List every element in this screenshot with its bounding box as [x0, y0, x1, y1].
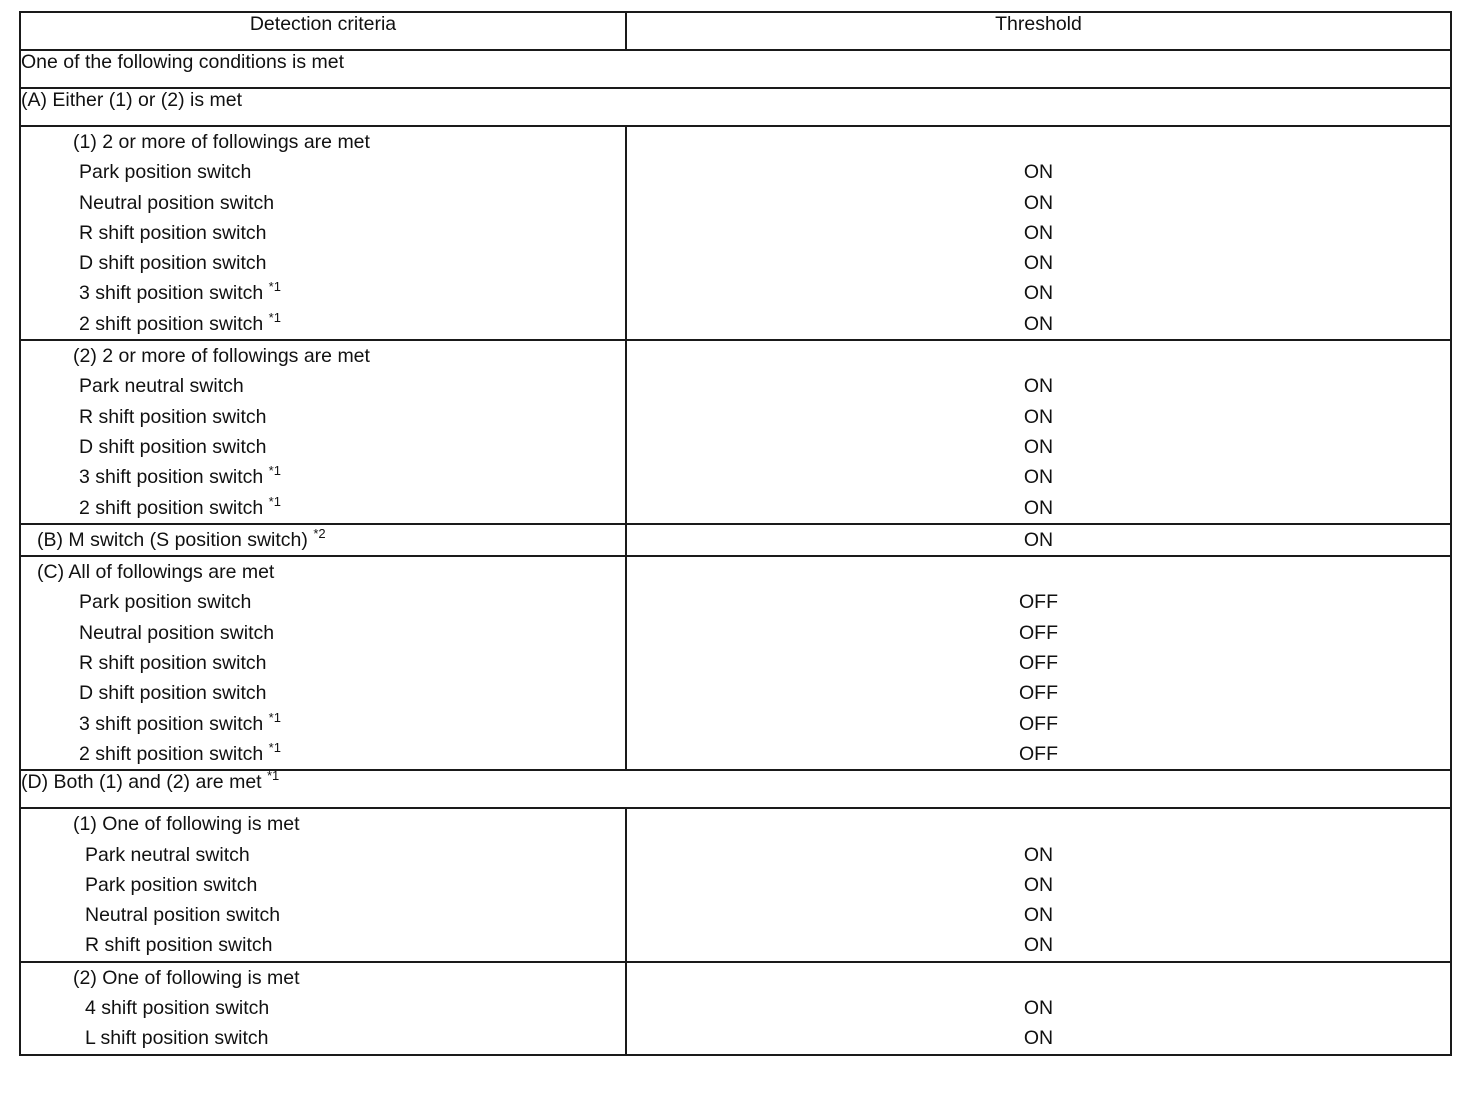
criteria-label: R shift position switch [85, 934, 273, 957]
criteria-item [21, 1023, 625, 1053]
criteria-item [21, 678, 625, 708]
threshold-value: OFF [1019, 682, 1058, 705]
group-d-sub1-block [20, 808, 1451, 961]
intro-row [20, 50, 1451, 88]
criteria-label: 3 shift position switch [79, 466, 269, 489]
criteria-item [21, 278, 625, 308]
criteria-label: Park neutral switch [85, 843, 250, 866]
group-b-label: (B) M switch (S position switch) [37, 528, 314, 551]
criteria-item [21, 900, 625, 930]
footnote-mark: *1 [268, 709, 281, 725]
threshold-spacer [627, 963, 1450, 993]
footnote-mark: *1 [268, 739, 281, 755]
threshold-spacer [627, 809, 1450, 839]
criteria-item [21, 462, 625, 492]
criteria-label: Park position switch [79, 161, 252, 184]
criteria-item [21, 402, 625, 432]
threshold-spacer [627, 557, 1450, 587]
criteria-item [21, 157, 625, 187]
threshold-value: ON [1023, 191, 1054, 214]
threshold-spacer [627, 127, 1450, 157]
threshold-value: ON [1023, 1027, 1054, 1050]
criteria-item [21, 709, 625, 739]
criteria-label: Neutral position switch [79, 621, 275, 644]
criteria-item [21, 371, 625, 401]
threshold-cell [626, 962, 1451, 1055]
criteria-item [21, 993, 625, 1023]
criteria-item [21, 248, 625, 278]
threshold-value: OFF [1019, 712, 1058, 735]
criteria-cell [20, 556, 626, 770]
detection-criteria-table [19, 11, 1452, 1056]
criteria-item [21, 648, 625, 678]
group-d-title: (D) Both (1) and (2) are met [21, 771, 267, 794]
threshold-value: ON [1023, 312, 1054, 335]
criteria-item [21, 587, 625, 617]
footnote-mark: *1 [267, 768, 280, 784]
criteria-label: 2 shift position switch [79, 312, 269, 335]
criteria-cell [20, 126, 626, 340]
threshold-value: ON [1023, 375, 1054, 398]
threshold-value: ON [1023, 282, 1054, 305]
threshold-cell [626, 808, 1451, 961]
threshold-cell [626, 126, 1451, 340]
criteria-label: D shift position switch [79, 682, 267, 705]
threshold-value: ON [1023, 221, 1054, 244]
group-a-sub1-block [20, 126, 1451, 340]
group-a-title: (A) Either (1) or (2) is met [20, 88, 1451, 126]
group-a-sub2-block [20, 340, 1451, 524]
threshold-cell [626, 340, 1451, 524]
block-title: (1) One of following is met [73, 813, 300, 836]
criteria-cell [20, 962, 626, 1055]
threshold-value: ON [1023, 405, 1054, 428]
criteria-label: Park position switch [85, 873, 258, 896]
threshold-value: ON [1023, 934, 1054, 957]
group-d-title-cell [20, 770, 1451, 808]
header-threshold: Threshold [626, 12, 1451, 50]
group-c-block [20, 556, 1451, 770]
criteria-label: D shift position switch [79, 435, 267, 458]
block-title: (C) All of followings are met [37, 561, 275, 584]
group-d-sub2-block [20, 962, 1451, 1055]
criteria-label: Neutral position switch [79, 191, 275, 214]
threshold-spacer [627, 341, 1450, 371]
criteria-label: L shift position switch [85, 1027, 269, 1050]
footnote-mark: *1 [268, 463, 281, 479]
criteria-label: Park position switch [79, 591, 252, 614]
criteria-item [21, 739, 625, 769]
group-a-row [20, 88, 1451, 126]
criteria-item [21, 618, 625, 648]
criteria-label: 2 shift position switch [79, 496, 269, 519]
threshold-value: OFF [1019, 742, 1058, 765]
threshold-value: ON [1023, 252, 1054, 275]
block-title: (1) 2 or more of followings are met [73, 131, 370, 153]
block-title: (2) 2 or more of followings are met [73, 345, 370, 368]
threshold-value: OFF [1019, 621, 1058, 644]
group-b-row [20, 524, 1451, 556]
threshold-value: OFF [1019, 652, 1058, 675]
criteria-item [21, 218, 625, 248]
criteria-cell [20, 808, 626, 961]
criteria-item [21, 188, 625, 218]
header-criteria: Detection criteria [20, 12, 626, 50]
threshold-cell [626, 556, 1451, 770]
threshold-value: ON [1023, 843, 1054, 866]
criteria-label: 4 shift position switch [85, 997, 270, 1020]
criteria-item [21, 840, 625, 870]
criteria-item [21, 870, 625, 900]
block-title: (2) One of following is met [73, 966, 300, 989]
threshold-value: OFF [1019, 591, 1058, 614]
threshold-value: ON [1023, 528, 1054, 551]
footnote-mark: *2 [313, 525, 326, 541]
group-b-criteria [20, 524, 626, 556]
threshold-value: ON [1023, 161, 1054, 184]
threshold-value: ON [1023, 435, 1054, 458]
criteria-label: 2 shift position switch [79, 742, 269, 765]
criteria-label: Neutral position switch [85, 904, 281, 927]
group-d-row [20, 770, 1451, 808]
criteria-item [21, 432, 625, 462]
footnote-mark: *1 [268, 493, 281, 509]
table-header-row [20, 12, 1451, 50]
criteria-label: R shift position switch [79, 405, 267, 428]
threshold-value: ON [1023, 873, 1054, 896]
criteria-item [21, 930, 625, 960]
criteria-item [21, 493, 625, 523]
criteria-item [21, 309, 625, 339]
criteria-label: D shift position switch [79, 252, 267, 275]
threshold-value: ON [1023, 997, 1054, 1020]
criteria-label: R shift position switch [79, 221, 267, 244]
criteria-label: 3 shift position switch [79, 282, 269, 305]
footnote-mark: *1 [268, 309, 281, 325]
threshold-value: ON [1023, 496, 1054, 519]
footnote-mark: *1 [268, 279, 281, 295]
threshold-value: ON [1023, 466, 1054, 489]
criteria-label: Park neutral switch [79, 375, 244, 398]
criteria-label: R shift position switch [79, 652, 267, 675]
criteria-label: 3 shift position switch [79, 712, 269, 735]
intro-text: One of the following conditions is met [20, 50, 1451, 88]
threshold-value: ON [1023, 904, 1054, 927]
group-b-threshold [626, 524, 1451, 556]
criteria-cell [20, 340, 626, 524]
